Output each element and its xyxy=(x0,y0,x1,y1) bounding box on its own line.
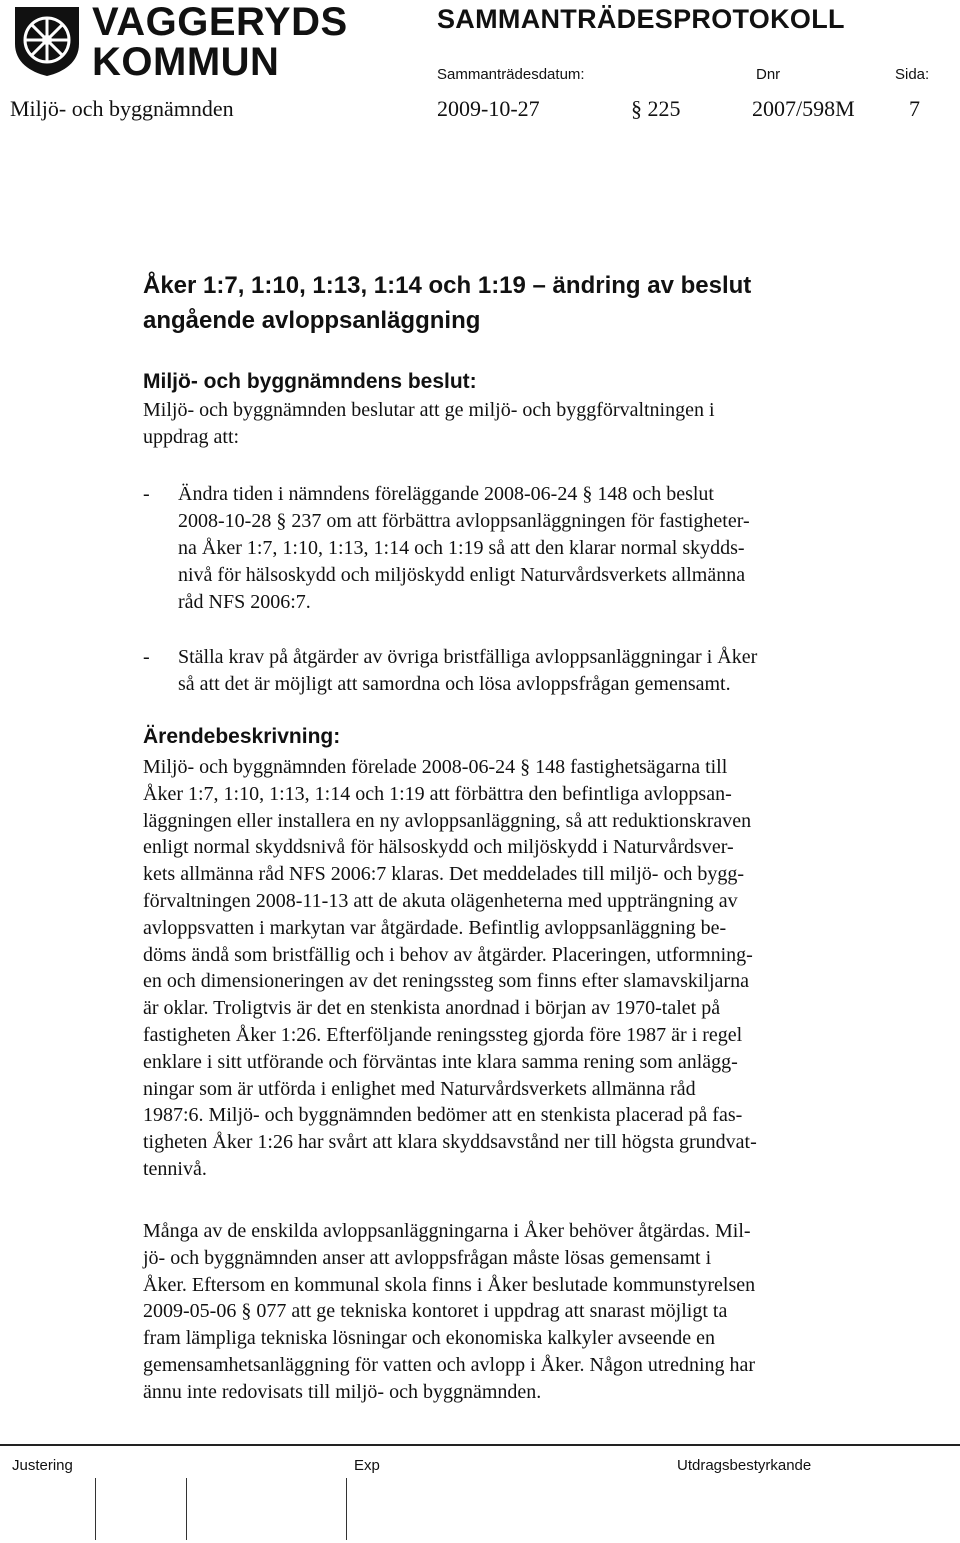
text-line: na Åker 1:7, 1:10, 1:13, 1:14 och 1:19 så att den klarar normal skydds- xyxy=(178,537,745,559)
description-paragraph xyxy=(143,754,883,1183)
text-line: 2008-10-28 § 237 om att förbättra avloppsanläggningen för fastigheter- xyxy=(178,510,750,532)
diary-number: 2007/598M xyxy=(752,96,855,121)
text-line: Många av de enskilda avloppsanläggningarna i Åker behöver åtgärdas. Mil- xyxy=(143,1220,751,1242)
decision-heading: Miljö- och byggnämndens beslut: xyxy=(143,370,477,393)
dnr-label: Dnr xyxy=(756,66,781,83)
logo-line-2: KOMMUN xyxy=(92,40,280,84)
text-line: ningar som är utförda i enlighet med Naturvårdsverkets allmänna råd xyxy=(143,1077,696,1100)
text-line: Ställa krav på åtgärder av övriga bristfälliga avloppsanläggningar i Åker xyxy=(178,646,758,668)
decision-bullet xyxy=(143,644,883,698)
text-line: Miljö- och byggnämnden beslutar att ge miljö- och byggförvaltningen i xyxy=(143,399,715,421)
bullet-dash: - xyxy=(143,646,150,668)
footer-justering-label: Justering xyxy=(12,1457,73,1474)
text-line: fram lämpliga tekniska lösningar och ekonomiska kalkyler avseende en xyxy=(143,1327,716,1350)
case-title xyxy=(143,268,903,338)
logo-line-1: VAGGERYDS xyxy=(92,0,348,44)
coat-of-arms-icon xyxy=(12,4,82,78)
text-line: avloppsvatten i markytan var åtgärdade. Befintlig avloppsanläggning be- xyxy=(143,916,727,939)
text-line: råd NFS 2006:7. xyxy=(178,591,311,613)
footer-signature-separator xyxy=(95,1478,96,1540)
text-line: Åker 1:7, 1:10, 1:13, 1:14 och 1:19 att förbättra den befintliga avloppsan- xyxy=(143,782,732,805)
text-line: 2009-05-06 § 077 att ge tekniska kontoret i uppdrag att snarast möjligt ta xyxy=(143,1300,728,1323)
text-line: Åker. Eftersom en kommunal skola finns i Åker beslutade kommunstyrelsen xyxy=(143,1273,756,1296)
bullet-dash: - xyxy=(143,483,150,505)
text-line: enligt normal skyddsnivå för hälsoskydd och miljöskydd i Naturvårdsver- xyxy=(143,836,734,859)
page-label: Sida: xyxy=(895,66,930,83)
logo-wordmark xyxy=(92,2,348,82)
text-line: läggningen eller installera en ny avloppsanläggning, så att reduktionskraven xyxy=(143,809,752,832)
case-title-line: angående avloppsanläggning xyxy=(143,307,481,334)
footer-divider xyxy=(0,1444,960,1446)
text-line: Ändra tiden i nämndens föreläggande 2008-06-24 § 148 och beslut xyxy=(178,483,714,505)
meeting-date: 2009-10-27 xyxy=(437,96,540,121)
decision-intro xyxy=(143,397,883,451)
date-label: Sammanträdesdatum: xyxy=(437,66,585,83)
footer-signature-separator xyxy=(346,1478,347,1540)
footer-exp-label: Exp xyxy=(354,1457,380,1474)
text-line: 1987:6. Miljö- och byggnämnden bedömer att en stenkista placerad på fas- xyxy=(143,1104,743,1127)
text-line: Miljö- och byggnämnden förelade 2008-06-24 § 148 fastighetsägarna till xyxy=(143,756,728,778)
page-number: 7 xyxy=(909,96,920,121)
text-line: döms ändå som bristfällig och i behov av åtgärder. Placeringen, utformning- xyxy=(143,943,753,966)
text-line: så att det är möjligt att samordna och lösa avloppsfrågan gemensamt. xyxy=(178,673,731,695)
text-line: en och dimensioneringen av det reningssteg som finns efter slamavskiljarna xyxy=(143,970,749,993)
bullet-text xyxy=(178,481,883,616)
paragraph-number: § 225 xyxy=(631,96,681,121)
text-line: tigheten Åker 1:26 har svårt att klara skyddsavstånd ner till högsta grundvat- xyxy=(143,1131,757,1154)
text-line: kets allmänna råd NFS 2006:7 klaras. Det meddelades till miljö- och bygg- xyxy=(143,863,744,886)
text-line: ännu inte redovisats till miljö- och byggnämnden. xyxy=(143,1380,542,1403)
text-line: enklare i sitt utförande och förväntas inte klara samma rening som anlägg- xyxy=(143,1050,738,1073)
committee-name: Miljö- och byggnämnden xyxy=(10,96,234,121)
text-line: är oklar. Troligtvis är det en stenkista anordnad i början av 1970-talet på xyxy=(143,997,721,1020)
municipality-logo xyxy=(12,0,348,84)
text-line: jö- och byggnämnden anser att avloppsfrågan måste lösas gemensamt i xyxy=(143,1246,712,1269)
text-line: gemensamhetsanläggning för vatten och avlopp i Åker. Någon utredning har xyxy=(143,1353,756,1376)
decision-bullet xyxy=(143,481,883,616)
footer-utdrag-label: Utdragsbestyrkande xyxy=(677,1457,812,1474)
description-heading: Ärendebeskrivning: xyxy=(143,725,341,748)
text-line: tennivå. xyxy=(143,1157,207,1180)
text-line: förvaltningen 2008-11-13 att de akuta olägenheterna med uppträngning av xyxy=(143,889,738,912)
text-line: uppdrag att: xyxy=(143,425,240,448)
document-type: SAMMANTRÄDESPROTOKOLL xyxy=(437,4,845,34)
footer-signature-separator xyxy=(186,1478,187,1540)
description-paragraph xyxy=(143,1218,883,1406)
text-line: nivå för hälsoskydd och miljöskydd enligt Naturvårdsverkets allmänna xyxy=(178,564,746,586)
text-line: fastigheten Åker 1:26. Efterföljande reningssteg gjorda före 1987 är i regel xyxy=(143,1023,743,1046)
bullet-text xyxy=(178,644,883,698)
case-title-line: Åker 1:7, 1:10, 1:13, 1:14 och 1:19 – ändring av beslut xyxy=(143,272,752,299)
